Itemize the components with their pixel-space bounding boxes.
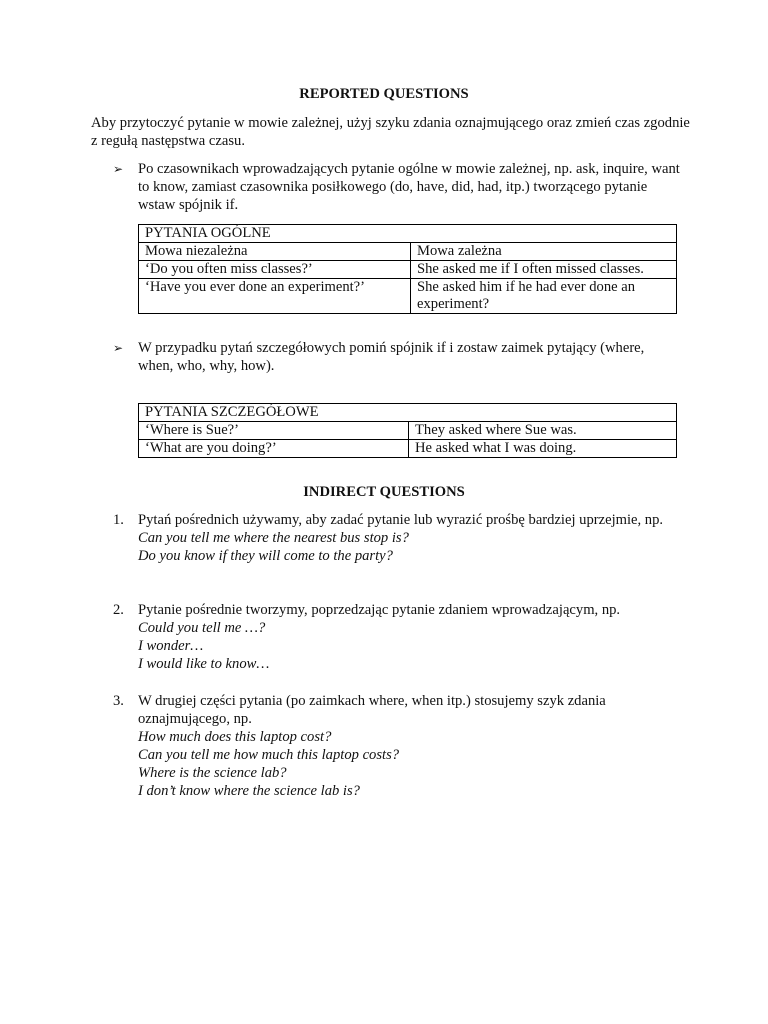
indirect-questions-title: INDIRECT QUESTIONS xyxy=(303,484,465,500)
table-row xyxy=(139,261,677,279)
arrow-bullet-icon: ➢ xyxy=(113,341,124,355)
table-cell-reported: She asked him if he had ever done an experiment? xyxy=(411,279,677,314)
table-row xyxy=(139,279,677,314)
table-cell-direct: ‘What are you doing?’ xyxy=(139,440,409,458)
example-sentence: I don’t know where the science lab is? xyxy=(138,783,360,799)
table-header-cell: PYTANIA SZCZEGÓŁOWE xyxy=(139,404,677,422)
item-number: 3. xyxy=(113,693,124,709)
table-cell-direct: ‘Do you often miss classes?’ xyxy=(139,261,411,279)
numbered-item-1 xyxy=(113,511,688,585)
numbered-item-2 xyxy=(113,601,688,675)
table-column-labels-row xyxy=(139,243,677,261)
numbered-item-3 xyxy=(113,692,688,804)
column-label-direct: Mowa niezależna xyxy=(139,243,411,261)
example-sentence: I wonder… xyxy=(138,638,204,654)
item-text: W drugiej części pytania (po zaimkach where, when itp.) stosujemy szyk zdania oznajmującego, np. xyxy=(138,693,606,727)
column-label-reported: Mowa zależna xyxy=(411,243,677,261)
reported-intro-paragraph: Aby przytoczyć pytanie w mowie zależnej, użyj szyku zdania oznajmującego oraz zmień czas zgodnie z regułą następstwa czasu. xyxy=(91,115,690,149)
table-header-row xyxy=(139,404,677,422)
general-questions-table xyxy=(138,224,677,314)
item-text: Pytanie pośrednie tworzymy, poprzedzając pytanie zdaniem wprowadzającym, np. xyxy=(138,602,621,618)
bullet-text: Po czasownikach wprowadzających pytanie ogólne w mowie zależnej, np. ask, inquire, want to know, zamiast czasownika posiłkowego (do, have, did, had, itp.) tworzącego pytanie wstaw spójnik if. xyxy=(138,161,680,213)
table-header-cell: PYTANIA OGÓLNE xyxy=(139,225,677,243)
bullet-item-specific-questions xyxy=(113,339,688,377)
table-cell-direct: ‘Have you ever done an experiment?’ xyxy=(139,279,411,314)
example-sentence: Could you tell me …? xyxy=(138,620,266,636)
bullet-item-general-questions xyxy=(113,160,688,216)
table-row xyxy=(139,422,677,440)
bullet-text: W przypadku pytań szczegółowych pomiń spójnik if i zostaw zaimek pytający (where, when, who, why, how). xyxy=(138,340,645,374)
table-cell-reported: He asked what I was doing. xyxy=(409,440,677,458)
reported-questions-title: REPORTED QUESTIONS xyxy=(299,86,469,102)
table-header-row xyxy=(139,225,677,243)
example-sentence: How much does this laptop cost? xyxy=(138,729,332,745)
table-row xyxy=(139,440,677,458)
example-sentence: Can you tell me how much this laptop costs? xyxy=(138,747,400,763)
item-text: Pytań pośrednich używamy, aby zadać pytanie lub wyrazić prośbę bardziej uprzejmie, np. xyxy=(138,512,664,528)
item-number: 1. xyxy=(113,512,124,528)
example-sentence: Where is the science lab? xyxy=(138,765,287,781)
table-cell-reported: They asked where Sue was. xyxy=(409,422,677,440)
example-sentence: Do you know if they will come to the party? xyxy=(138,548,393,564)
table-cell-reported: She asked me if I often missed classes. xyxy=(411,261,677,279)
item-number: 2. xyxy=(113,602,124,618)
table-cell-direct: ‘Where is Sue?’ xyxy=(139,422,409,440)
example-sentence: I would like to know… xyxy=(138,656,270,672)
specific-questions-table xyxy=(138,403,677,458)
arrow-bullet-icon: ➢ xyxy=(113,162,124,176)
example-sentence: Can you tell me where the nearest bus stop is? xyxy=(138,530,409,546)
